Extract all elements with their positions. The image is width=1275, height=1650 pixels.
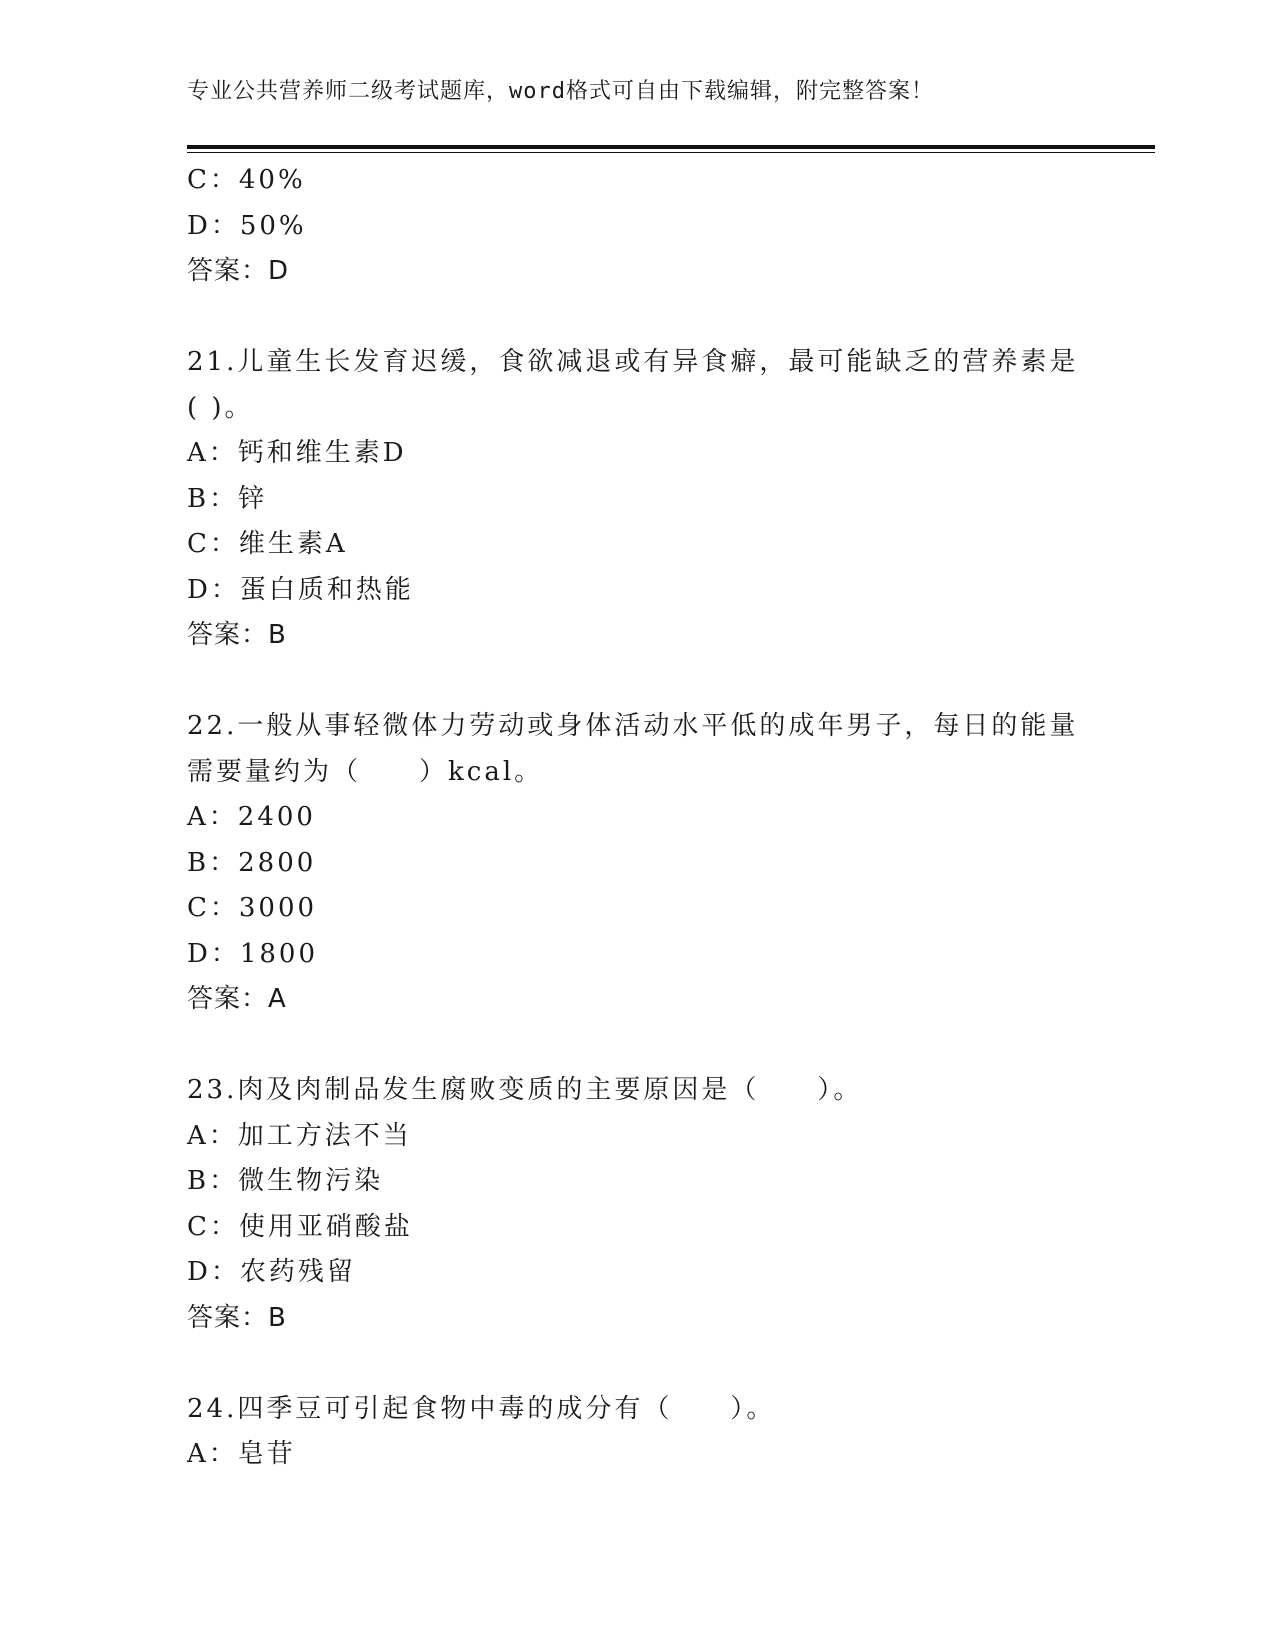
question-24: [187, 1387, 1087, 1478]
option-b: B：锌: [187, 483, 268, 514]
spacer: [187, 659, 1087, 705]
question-23: [187, 1068, 1087, 1341]
header-rule-thick: [187, 145, 1155, 149]
question-22: [187, 704, 1087, 1023]
option-a: A：钙和维生素D: [187, 438, 407, 468]
previous-question-tail: [187, 158, 1087, 295]
question-stem-cont: ( )。: [187, 392, 254, 423]
spacer: [187, 295, 1087, 341]
option-a: A：2400: [187, 802, 316, 832]
option-c: C：使用亚硝酸盐: [187, 1211, 413, 1242]
question-stem: 22.一般从事轻微体力劳动或身体活动水平低的成年男子，每日的能量: [187, 711, 1079, 741]
question-stem: 24.四季豆可引起食物中毒的成分有（ ）。: [187, 1393, 776, 1424]
answer-line: 答案：D: [187, 256, 290, 286]
question-stem-cont: 需要量约为（ ）kcal。: [187, 756, 544, 787]
question-21: [187, 340, 1087, 659]
answer-line: 答案：A: [187, 984, 287, 1014]
option-d: D：50%: [187, 210, 307, 241]
option-c: C：3000: [187, 893, 318, 923]
header-rule-thin: [187, 152, 1155, 153]
option-d: D：蛋白质和热能: [187, 574, 414, 605]
option-c: C：40%: [187, 165, 306, 195]
option-c: C：维生素A: [187, 529, 348, 559]
spacer: [187, 1023, 1087, 1069]
answer-line: 答案：B: [187, 620, 287, 650]
question-list: [187, 158, 1087, 1478]
option-d: D：农药残留: [187, 1257, 356, 1287]
answer-line: 答案：B: [187, 1302, 287, 1333]
spacer: [187, 1341, 1087, 1387]
option-a: A：皂苷: [187, 1439, 296, 1469]
option-d: D：1800: [187, 938, 319, 969]
option-b: B：2800: [187, 847, 317, 878]
option-b: B：微生物污染: [187, 1166, 384, 1196]
question-stem: 21.儿童生长发育迟缓，食欲减退或有异食癖，最可能缺乏的营养素是: [187, 347, 1079, 377]
option-a: A：加工方法不当: [187, 1120, 412, 1151]
question-stem: 23.肉及肉制品发生腐败变质的主要原因是（ ）。: [187, 1075, 863, 1105]
page-header: 专业公共营养师二级考试题库，word格式可自由下载编辑，附完整答案！: [187, 79, 934, 104]
